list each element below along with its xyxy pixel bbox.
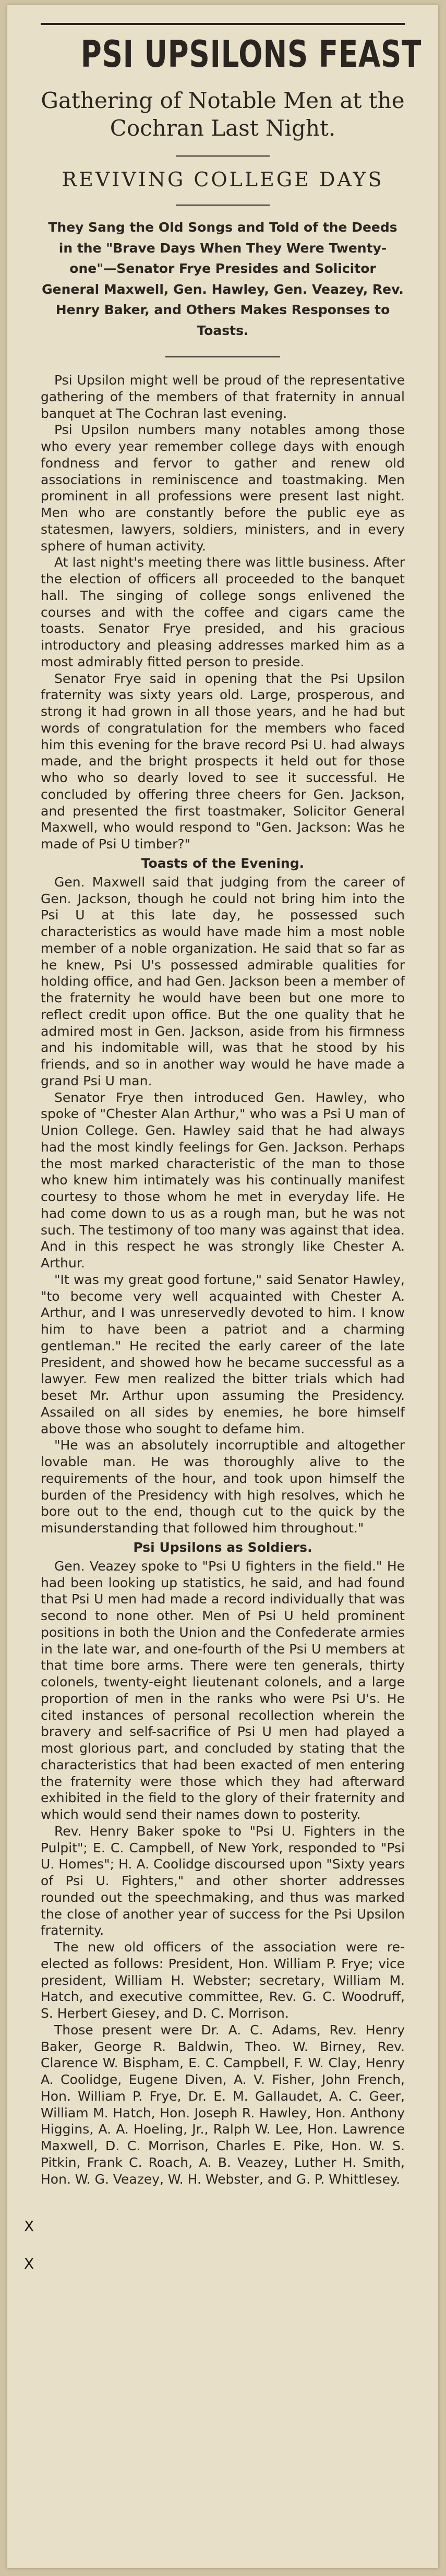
subheadline (41, 87, 405, 142)
paragraph: The new old officers of the association were re-elected as follows: President, Hon. William P. Frye; vice president, William H. Webster; secretary, William M. Hatch, and executive committee, Rev. G. C. Woodruff, S. Herbert Giesey, and D. C. Morrison. (41, 1939, 405, 2021)
subheadline-line-1: Gathering of Notable Men at the (41, 88, 405, 113)
section-subhead: Toasts of the Evening. (141, 855, 305, 871)
paragraph: Gen. Veazey spoke to "Psi U fighters in the field." He had been looking up statistics, he said, and had found that Psi U men had made a record individually that was second to none other. Men of Psi U held prominent positions in both the Union and the Confederate armies in the late war, and one-fourth of the Psi U members at that time bore arms. There were ten generals, thirty colonels, twenty-eight lieutenant colonels, and a large proportion of men in the ranks who were Psi U's. He cited instances of personal recollection wherein the bravery and self-sacrifice of Psi U men had played a most glorious part, and concluded by stating that the characteristics that had been exacted of men entering the fraternity were those which they had afterward exhibited in the field to the glory of their fraternity and which would send their names down to posterity. (41, 1558, 405, 1822)
handwritten-x-mark: X (24, 2255, 34, 2272)
paragraph: At last night's meeting there was little business. After the election of officers all proceeded to the banquet hall. The singing of college songs enlivened the courses and with the coffee and cigars came the toasts. Senator Frye presided, and his gracious introductory and pleasing addresses marked him as a most admirably fitted person to preside. (41, 555, 405, 669)
paragraph: "It was my great good fortune," said Senator Hawley, "to become very well acquainted with Chester A. Arthur, and I was unreservedly devoted to him. I know him to have been a patriot and a charming gentleman." He recited the early career of the late President, and showed how he became successful as a lawyer. Few men realized the bitter trials which had beset Mr. Arthur upon assuming the Presidency. Assailed on all sides by enemies, he bore himself above those who sought to defame him. (41, 1272, 405, 1436)
summary-deck: They Sang the Old Songs and Told of the Deeds in the "Brave Days When They Were Twenty-one"—Senator Frye Presides and Solicitor General Maxwell, Gen. Hawley, Gen. Veazey, Rev. Henry Baker, and Others Makes Responses to Toasts. (42, 220, 404, 338)
newspaper-clipping (7, 5, 438, 2568)
divider (165, 356, 280, 357)
paragraph: "He was an absolutely incorruptible and altogether lovable man. He was thoroughly alive to the requirements of the hour, and took upon himself the burden of the Presidency with high resolves, which he bore out to the end, though cut to the quick by the misunderstanding that followed him throughout." (41, 1437, 405, 1536)
paragraph: Those present were Dr. A. C. Adams, Rev. Henry Baker, George R. Baldwin, Theo. W. Birney, Rev. Clarence W. Bispham, E. C. Campbell, F. W. Clay, Henry A. Coolidge, Eugene Diven, A. V. Fisher, John French, Hon. William P. Frye, Dr. E. M. Gallaudet, A. C. Geer, William M. Hatch, Hon. Joseph R. Hawley, Hon. Anthony Higgins, A. A. Hoeling, Jr., Ralph W. Lee, Hon. Lawrence Maxwell, D. C. Morrison, Charles E. Pike, Hon. W. S. Pitkin, Frank C. Roach, A. B. Veazey, Luther H. Smith, Hon. W. G. Veazey, W. H. Webster, and G. P. Whittlesey. (41, 2022, 405, 2187)
paragraph: Senator Frye then introduced Gen. Hawley, who spoke of "Chester Alan Arthur," who was a Psi U man of Union College. Gen. Hawley said that he had always had the most kindly feelings for Gen. Jackson. Perhaps the most marked characteristic of the man to those who knew him intimately was his continually manifest courtesy to those whom he met in everyday life. He had come down to us as a rough man, but he was not such. The testimony of too many was against that idea. And in this respect he was strongly like Chester A. Arthur. (41, 1089, 405, 1271)
handwritten-x-mark: X (24, 2218, 34, 2235)
paragraph: Psi Upsilon might well be proud of the representative gathering of the members of that fraternity in annual banquet at The Cochran last evening. (41, 373, 405, 421)
paragraph: Rev. Henry Baker spoke to "Psi U. Fighters in the Pulpit"; E. C. Campbell, of New York, responded to "Psi U. Homes"; H. A. Coolidge discoursed upon "Sixty years of Psi U. Fighters," and other shorter addresses rounded out the speechmaking, and thus was marked the close of another year of success for the Psi Upsilon fraternity. (41, 1823, 405, 1938)
section-subhead: Psi Upsilons as Soldiers. (133, 1539, 312, 1555)
section-deck: REVIVING COLLEGE DAYS (62, 168, 384, 191)
top-rule (41, 23, 405, 25)
subheadline-line-2: Cochran Last Night. (110, 115, 336, 141)
paragraph: Gen. Maxwell said that judging from the career of Gen. Jackson, though he could not bring him into the Psi U at this late day, he possessed such characteristics as would have made him a most noble member of a noble organization. He said that so far as he knew, Psi U's possessed admirable qualities for holding office, and had Gen. Jackson been a member of the fraternity he would have been but one more to reflect credit upon office. But the one quality that he admired most in Gen. Jackson, aside from his firmness and his indomitable will, was that he stood by his friends, and so in another way would he have made a grand Psi U man. (41, 874, 405, 1088)
paragraph: Senator Frye said in opening that the Psi Upsilon fraternity was sixty years old. Large, prosperous, and strong it had grown in all those years, and he had but words of congratulation for the members who faced him this evening for the brave record Psi U. had always made, and the bright prospects it held out for those who who so dearly loved to see it successful. He concluded by offering three cheers for Gen. Jackson, and presented the first toastmaker, Solicitor General Maxwell, who would respond to "Gen. Jackson: Was he made of Psi U timber?" (41, 670, 405, 852)
divider (176, 205, 270, 206)
headline: PSI UPSILONS FEAST (80, 33, 422, 76)
divider (176, 155, 270, 157)
paragraph: Psi Upsilon numbers many notables among those who every year remember college days with enough fondness and fervor to gather and renew old associations in reminiscence and toastmaking. Men prominent in all professions were present last night. Men who are constantly before the public eye as statesmen, lawyers, soldiers, ministers, and in every sphere of human activity. (41, 422, 405, 554)
article-body (41, 372, 405, 2187)
